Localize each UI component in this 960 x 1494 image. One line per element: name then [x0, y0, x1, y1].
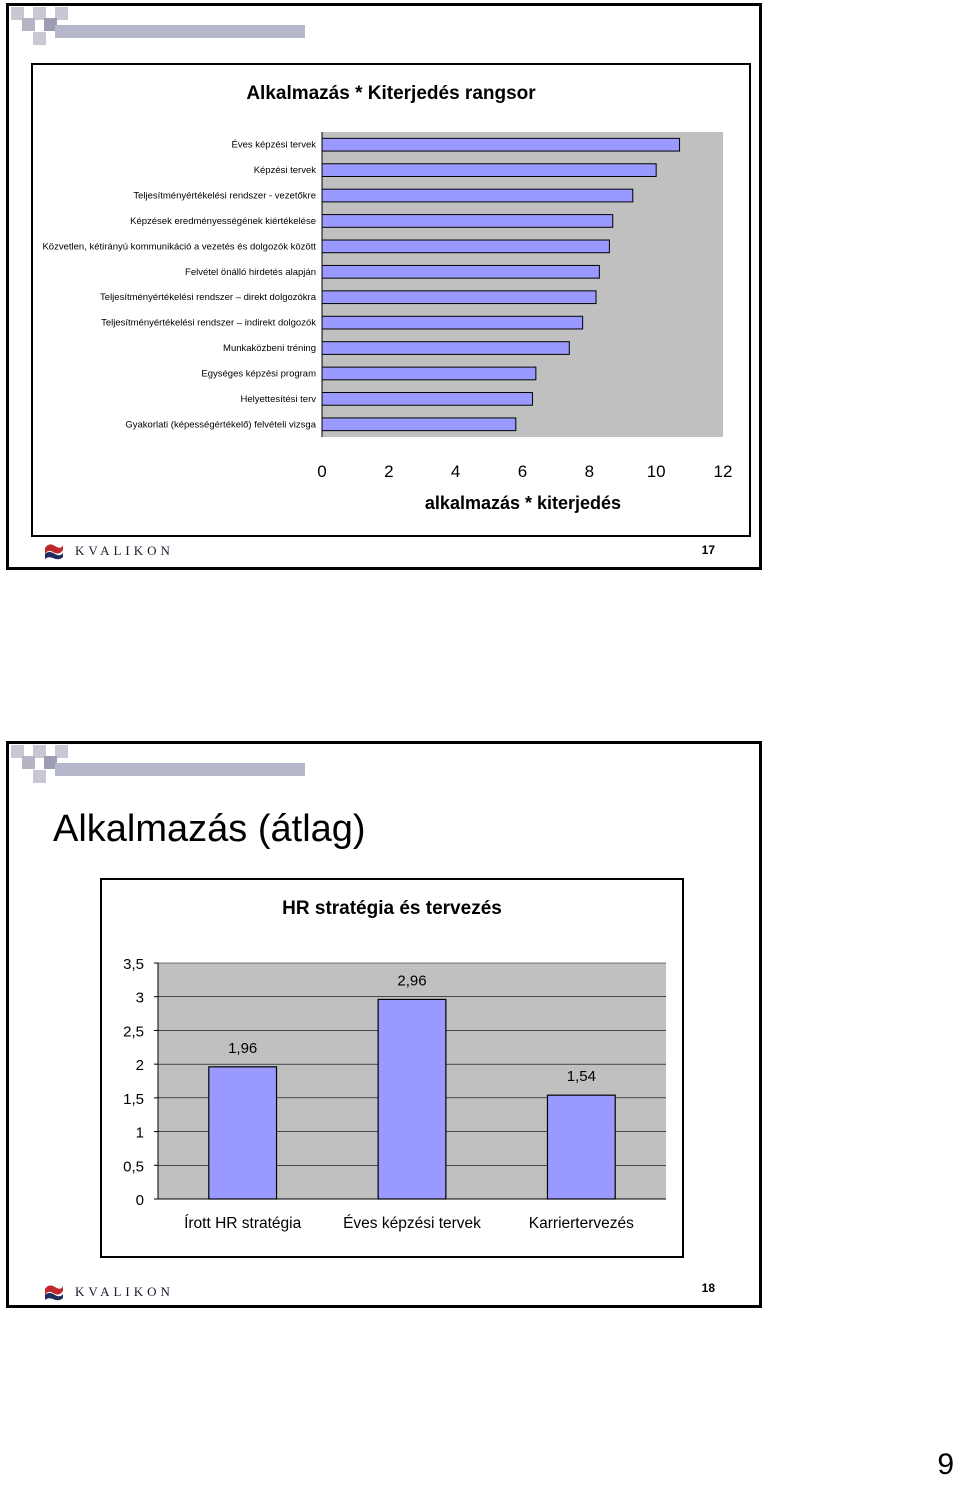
data-label: 2,96 [397, 972, 427, 990]
chart-title: Alkalmazás * Kiterjedés rangsor [246, 83, 536, 104]
category-label: Munkaközbeni tréning [223, 343, 316, 355]
page-number: 9 [937, 1448, 954, 1481]
bar [322, 291, 596, 304]
slide-decoration-squares [9, 6, 309, 51]
bar [322, 189, 633, 202]
data-label: 1,96 [228, 1039, 258, 1057]
brand-logo [43, 542, 174, 560]
bar [322, 215, 613, 228]
brand-name: KVALIKON [75, 1284, 174, 1299]
x-tick-label: 4 [450, 462, 461, 481]
category-label: Teljesítményértékelési rendszer – direkt dolgozókra [100, 292, 316, 304]
bar [322, 316, 583, 329]
y-tick-label: 1 [135, 1124, 144, 1142]
category-label: Írott HR stratégia [184, 1215, 302, 1232]
slide-decoration-squares [9, 744, 309, 789]
bar [378, 999, 446, 1199]
x-tick-label: 0 [317, 462, 327, 481]
category-label: Képzések eredményességének kiértékelése [130, 215, 316, 227]
x-axis-title: alkalmazás * kiterjedés [424, 493, 622, 513]
slide-17 [6, 3, 762, 570]
plot-area [322, 132, 723, 437]
category-label: Helyettesítési terv [240, 393, 316, 405]
x-tick-label: 12 [713, 462, 733, 481]
y-tick-label: 2 [135, 1057, 144, 1075]
category-label: Éves képzési tervek [231, 139, 316, 151]
bar [322, 418, 516, 431]
bar [322, 164, 656, 177]
slide-number: 17 [701, 543, 715, 557]
category-label: Karriertervezés [528, 1215, 634, 1232]
avg-chart-frame [100, 878, 684, 1258]
avg-bar-chart [102, 880, 682, 1256]
x-tick-label: 6 [517, 462, 528, 481]
slide-heading: Alkalmazás (átlag) [53, 808, 366, 850]
brand-logo [43, 1283, 174, 1301]
bar [322, 240, 609, 253]
category-label: Egységes képzési program [201, 368, 316, 380]
bar [322, 265, 599, 278]
slide-number: 18 [701, 1281, 715, 1295]
rank-bar-chart [33, 65, 749, 535]
y-tick-label: 3 [135, 989, 144, 1007]
category-label: Éves képzési tervek [343, 1215, 481, 1232]
category-label: Teljesítményértékelési rendszer - vezetőkre [133, 190, 316, 202]
rank-chart-frame [31, 63, 751, 537]
chart-title: HR stratégia és tervezés [282, 898, 502, 919]
category-label: Közvetlen, kétirányú kommunikáció a vezetés és dolgozók között [42, 241, 316, 253]
bar [322, 367, 536, 380]
category-label: Felvétel önálló hirdetés alapján [185, 266, 316, 278]
bar [322, 342, 569, 355]
y-tick-label: 0,5 [123, 1158, 144, 1176]
slide-18 [6, 741, 762, 1308]
x-tick-label: 10 [646, 462, 666, 481]
bar [322, 393, 533, 406]
x-tick-label: 8 [584, 462, 595, 481]
category-label: Teljesítményértékelési rendszer – indirekt dolgozók [101, 317, 316, 329]
y-tick-label: 0 [135, 1192, 144, 1209]
category-label: Gyakorlati (képességértékelő) felvételi vizsga [125, 419, 316, 431]
brand-name: KVALIKON [75, 543, 174, 558]
y-tick-label: 1,5 [123, 1090, 144, 1108]
bar [547, 1095, 615, 1199]
bar [322, 138, 680, 151]
kvalikon-logo-icon [43, 1283, 65, 1301]
y-tick-label: 3,5 [123, 956, 144, 973]
kvalikon-logo-icon [43, 542, 65, 560]
x-tick-label: 2 [384, 462, 394, 481]
category-label: Képzési tervek [253, 165, 316, 177]
y-tick-label: 2,5 [123, 1023, 144, 1041]
data-label: 1,54 [566, 1068, 596, 1086]
bar [209, 1067, 277, 1199]
